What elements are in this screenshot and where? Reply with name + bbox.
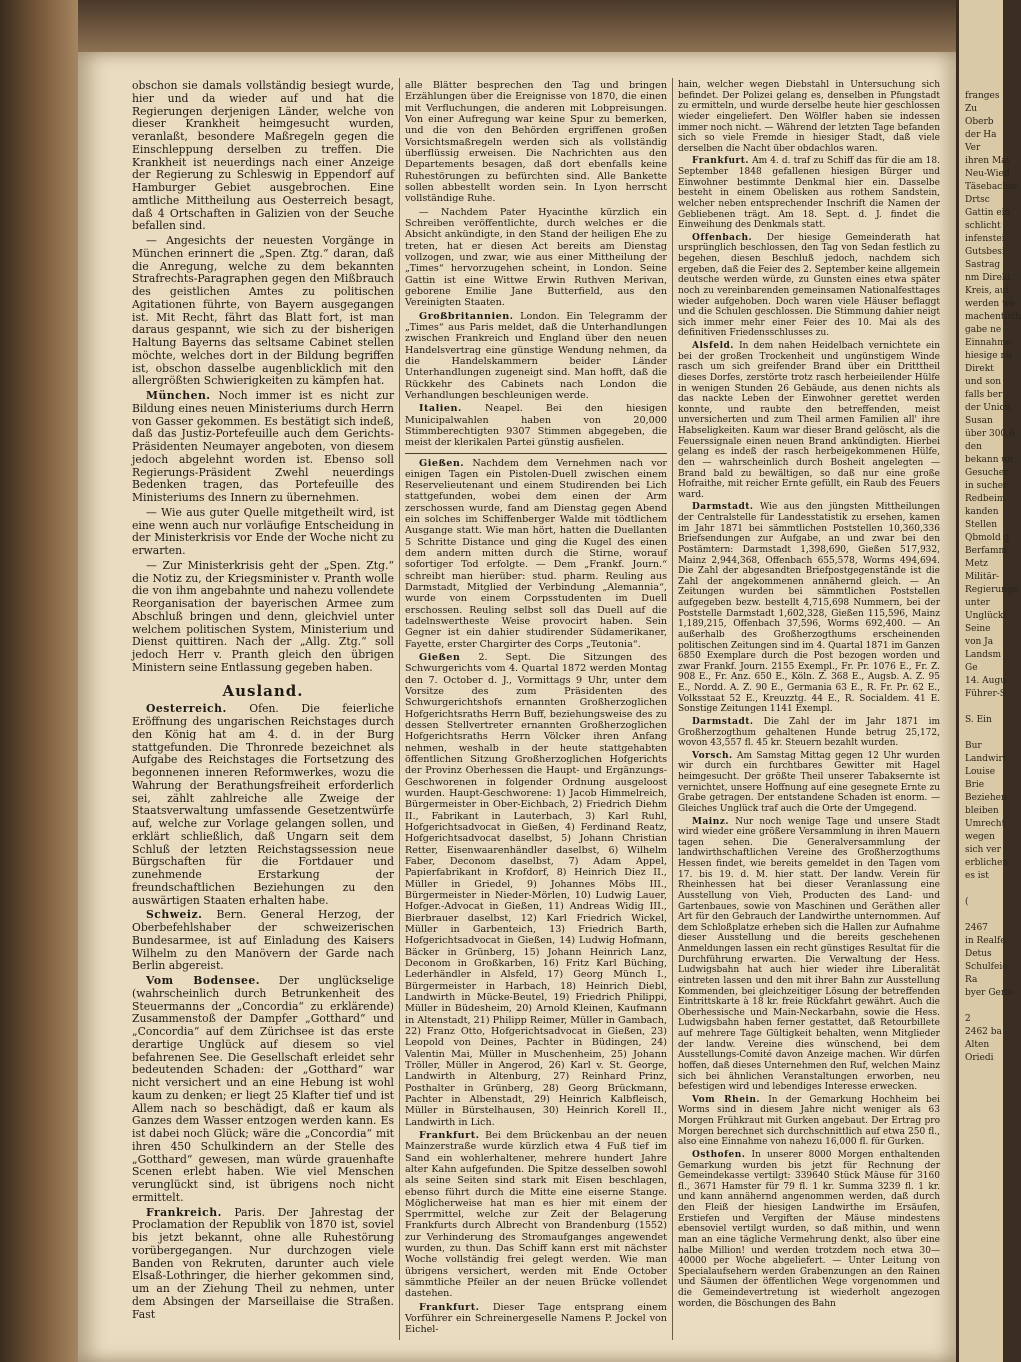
column-1 [132,80,394,1323]
dateline: Darmstadt. [692,716,754,727]
paragraph: Frankfurt. Bei dem Brückenbau an der neuen Mainzerstraße wurde kürzlich etwa 4 Fuß tief im Sand ein wohlerhaltener, mehrere hundert Jahre alter Kahn aufgefunden. Die Spitze desselben sowohl als seine Seiten sind stark mit Eisen beschlagen, ebenso führt durch die Mitte eine eiserne Stange. Möglicherweise hat man es hier mit einem der Sperrmittel, welche zur Zeit der Belagerung Frankfurts durch Albrecht von Brandenburg (1552) zur Verhinderung des Stromaufganges angewendet wurden, zu thun. Das Schiff kann erst mit nächster Woche vollständig frei gelegt werden. Wie man übrigens versichert, werden mit Ende October sämmtliche Pfeiler an der neuen Brücke vollendet dastehen. [405,1129,667,1300]
dateline: Vorsch. [692,750,733,761]
paragraph: Alsfeld. In dem nahen Heidelbach vernichtete ein bei der großen Trockenheit und ungünstigem Winde rasch um sich greifender Brand über ein Dritttheil dieses Dorfes, zerstörte trotz rasch herbeieilender Hülfe in wenigen Stunden 26 Gebäude, aus denen nichts als das nackte Leben der Einwohner gerettet werden konnte, und raubte den betreffenden, meist unversicherten und zum Theil armen Familien all' ihre Habseligkeiten. Kaum war dieser Brand gelöscht, als die Feuerssignale einen neuen Brand ankündigten. Hierbei gelang es indeß der rasch herbeigekommenen Hülfe, den — wahrscheinlich durch Bosheit angelegten — Brand bald zu bewältigen, so daß nur eine große Hofraithe, mit reicher Ernte gefüllt, ein Raub des Feuers ward. [678,341,940,500]
paragraph: Osthofen. In unserer 8000 Morgen enthaltenden Gemarkung wurden bis jetzt für Rechnung der Gemeindekasse vertilgt: 339640 Stück Mäuse für 3160 fl., 3671 Hamster für 79 fl. 1 kr. Summa 3239 fl. 1 kr. und kann annähernd angenommen werden, daß durch den Fleiß der hiesigen Landwirthe im Ersäufen, Erstiefen und Vergiften der Mäuse mindestens ebensoviel vertilgt wurden, so daß mithin, und wenn man an eine tägliche Vermehrung denkt, also über eine halbe Million! und werden trotzdem noch etwa 30—40000 per Woche abgeliefert. — Unter Leitung von Specialaufsehern werden Grabenzungen an den Rainen und Säumen der öffentlichen Wege vorgenommen und die Gemeindevertretung ist wiederholt angezogen worden, die Böschungen des Bahn [678,1149,940,1309]
paragraph: Gießen 2. Sept. Die Sitzungen des Schwurgerichts vom 4. Quartal 1872 werden Montag den 7. October d. J., Vormittags 9 Uhr, unter dem Vorsitze des zum Präsidenten des Schwurgerichtshofs ernannten Großherzoglichen Hofgerichtsraths Herrn Buff, beziehungsweise des zu dessen Stellvertreter ernannten Großherzoglichen Hofgerichtsraths Herrn Völcker ihren Anfang nehmen, weshalb in der heute stattgehabten öffentlichen Sitzung Großherzoglichen Hofgerichts der Provinz Oberhessen die Haupt- und Ergänzungs-Geschworenen in folgender Ordnung ausgeloost wurden. Haupt-Geschworene: 1) Jacob Himmelreich, Bürgermeister in Ober-Eichbach, 2) Friedrich Diehm II., Fabrikant in Lauterbach, 3) Karl Ruhl, Hofgerichtsadvocat in Gießen, 4) Ferdinand Reatz, Hofgerichtsadvocat daselbst, 5) Johann Christian Retter, Eisenwaarenhändler daselbst, 6) Wilhelm Faber, Deconom daselbst, 7) Adam Appel, Papierfabrikant in Krofdorf, 8) Heinrich Diez II., Müller in Griedel, 9) Johannes Möbs III., Bürgermeister in Nieder-Mörlen, 10) Ludwig Lauer, Hofger.-Advocat in Gießen, 11) Andreas Widig III., Bierbrauer daselbst, 12) Karl Friedrich Wickel, Müller in Garbenteich, 13) Friedrich Barth, Hofgerichtsadvocat in Gießen, 14) Ludwig Hofmann, Bäcker in Grünberg, 15) Johann Heinrich Lanz, Deconom in Großkarben, 16) Fritz Karl Büching, Lederhändler in Alsfeld, 17) Georg Münch I., Bürgermeister in Harbach, 18) Heinrich Diebl, Landwirth in Mücke-Beutel, 19) Friedrich Philippi, Müller in Büdesheim, 20) Arnold Kleinen, Kaufmann in Altenstadt, 21) Philipp Reimer, Müller in Gambach, 22) Franz Otto, Hofgerichtsadvocat in Gießen, 23) Leopold von Deines, Pachter in Büdingen, 24) Valentin Mai, Müller in Muschenheim, 25) Johann Tröller, Müller in Angerod, 26) Karl v. St. George, Landwirth in Altenburg, 27) Reinhard Prinz, Posthalter in Grünberg, 28) Georg Brückmann, Pachter in Albenstadt, 29) Heinrich Kalbfleisch, Müller in Bürstelhausen, 30) Heinrich Korell II., Landwirth in Lich. [405,652,667,1128]
paragraph: Vom Rhein. In der Gemarkung Hochheim bei Worms sind in diesem Jahre nicht weniger als 63 Morgen Frühkraut mit Gurken angebaut. Der Ertrag pro Morgen berechnet sich durchschnittlich auf etwa 250 fl., also eine Einnahme von nahezu 16,000 fl. für Gurken. [678,1094,940,1148]
adjacent-page-edge [956,0,1021,1362]
column-3 [678,80,940,1311]
paragraph: Frankfurt. Am 4. d. traf zu Schiff das für die am 18. September 1848 gefallenen hiesigen Bürger und Einwohner bestimmte Denkmal hier ein. Dasselbe besteht in einem Obelisken aus rothem Sandstein, welcher neben entsprechender Inschrift die Namen der Gebliebenen trägt. Am 18. Sept. d. J. findet die Einweihung des Denkmals statt. [678,156,940,231]
dateline: Frankfurt. [419,1129,480,1141]
paragraph: Oesterreich. Ofen. Die feierliche Eröffnung des ungarischen Reichstages durch den König hat am 4. d. in der Burg stattgefunden. Die Thronrede bezeichnet als Aufgabe des Reichstages die Fortsetzung des begonnenen inneren Reformwerkes, wozu die Wahrung der Berathungsfreiheit erforderlich sei, zählt zahlreiche alle Zweige der Staatsverwaltung umfassende Gesetzentwürfe auf, welche zur Vorlage gelangen sollen, und erklärt schließlich, daß Ungarn seit dem Schluß der letzten Reichstagssession neue Bürgschaften für die Fortdauer und zunehmende Erstarkung der freundschaftlichen Beziehungen zu den auswärtigen Staaten erhalten habe. [132,702,394,907]
page-top-edge [78,0,956,52]
paragraph: München. Noch immer ist es nicht zur Bildung eines neuen Ministeriums durch Herrn von Gasser gekommen. Es bestätigt sich indeß, daß das Justiz-Portefeuille auch dem Gerichts-Präsidenten Neumayer angeboten, von diesem jedoch abgelehnt worden ist. Ebenso soll Regierungs-Präsident Zwehl neuerdings Bedenken tragen, das Portefeuille des Ministeriums des Innern zu übernehmen. [132,389,394,504]
dateline: Großbritannien. [419,310,514,322]
paragraph: Darmstadt. Wie aus den jüngsten Mittheilungen der Centralstelle für Landesstatistik zu ersehen, kamen im Jahr 1871 bei sämmtlichen Poststellen 10,360,336 Briefsendungen zur Aufgabe, an und zwar bei den Postämtern: Darmstadt 1,398,690, Gießen 517,932, Mainz 2,944,368, Offenbach 655,578, Worms 494,694. Die Zahl der abgesandten Briefpostgegenstände ist die Zahl der angekommenen annähernd gleich. — An Zeitungen wurden bei sämmtlichen Poststellen aufgegeben bezw. bestellt 4,715,698 Nummern, bei der Poststelle Darmstadt 1,602,328, Gießen 115,596, Mainz 1,189,215, Offenbach 37,596, Worms 692,400. — An außerhalb des Großherzogthums erscheinenden politischen Zeitungen sind im 4. Quartal 1871 im Ganzen 6850 Exemplare durch die Post bezogen worden und zwar Frankf. Journ. 2155 Exempl., Fr. Pr. 1076 E., Fr. Z. 908 E., Fr. Anz. 650 E., Köln. Z. 368 E., Augsb. A. Z. 95 E., Nordd. A. Z. 90 E., Germania 63 E., R. Fr. Pr. 62 E., Volksstaat 52 E., Kreuzztg. 44 E., R. Socialdem. 41 E. Sonstige Zeitungen 1141 Exempl. [678,502,940,715]
paragraph: hain, welcher wegen Diebstahl in Untersuchung sich befindet. Der Polizei gelang es, denselben in Pfungstadt zu ermitteln, und wurde derselbe heute hier geschlossen wieder eingeliefert. Den Wölfler haben sie indessen immer noch nicht. — Während der letzten Tage befanden sich so viele Fremde in hiesiger Stadt, daß viele derselben die Nacht über obdachlos waren. [678,80,940,154]
dateline: Gießen. [419,457,465,469]
paragraph: — Angesichts der neuesten Vorgänge in München erinnert die „Spen. Ztg.“ daran, daß die Anregung, welche zu dem bekannten Strafrechts-Paragraphen gegen den Mißbrauch des geistlichen Amtes zu politischen Agitationen führte, von Bayern ausgegangen ist. Mit Recht, fährt das Blatt fort, ist man daraus gespannt, wie sich zu der bisherigen Haltung Bayerns das seltsame Cabinet stellen möchte, welches dort in der Bildung begriffen ist, obschon dasselbe augenblicklich mit den allergrößten Schwierigkeiten zu kämpfen hat. [132,234,394,388]
dateline: Darmstadt. [692,502,754,513]
paragraph: — Wie aus guter Quelle mitgetheilt wird, ist eine wenn auch nur vorläufige Entscheidung in der Ministerkrisis vor Ende der Woche nicht zu erwarten. [132,505,394,557]
dateline: Vom Rhein. [692,1094,761,1105]
dateline: Frankfurt. [419,1301,480,1313]
paragraph: Frankreich. Paris. Der Jahrestag der Proclamation der Republik von 1870 ist, soviel bis jetzt bekannt, ohne alle Ruhestörung vorübergegangen. Nur durchzogen viele Banden von Rekruten, darunter auch viele Elsaß-Lothringer, die hierher gekommen sind, um an der Ziehung Theil zu nehmen, unter dem Absingen der Marseillaise die Straßen. Fast [132,1205,394,1321]
paragraph: Offenbach. Der hiesige Gemeinderath hat ursprünglich beschlossen, den Tag von Sedan festlich zu begehen, diesen Beschluß jedoch, nachdem sich ergeben, daß die Feier des 2. September keine allgemein deutsche werden würde, zu Gunsten eines etwa später noch zu vereinbarenden gemeinsamen Nationalfesttages wieder aufgehoben. Doch waren viele Häuser beflaggt und die Schulen geschlossen. Die Stimmung dahier neigt sich immer mehr einer Feier des 10. Mai als des definitiven Friedensschlusses zu. [678,232,940,339]
paragraph: Gießen. Nachdem dem Vernehmen nach vor einigen Tagen ein Pistolen-Duell zwischen einem Reservelieutenant und einem Studirenden bei Lich stattgefunden, wobei dem einen der Arm zerschossen wurde, fand am Dienstag gegen Abend ein solches im Schiffenberger Walde mit tödtlichem Ausgange statt. Wie man hört, hatten die Duellanten 5 Schritte Distance und ging die Kugel des einen dem andern mitten durch die Stirne, worauf sofortiger Tod erfolgte. — Dem „Frankf. Journ.“ schreibt man hierüber: stud. pharm. Reuling aus Darmstadt, Mitglied der Verbindung „Alemannia“, wurde von einem Corpsstudenten im Duell erschossen. Reuling selbst soll das Duell auf die tadelnswertheste Weise provocirt haben. Sein Gegner ist ein dahier studirender Südamerikaner, Fayette, erster Chargirter des Corps „Teutonia“. [405,457,667,650]
dateline: Frankfurt. [692,156,750,167]
dateline: Alsfeld. [692,341,734,351]
paragraph: Italien. Neapel. Bei den hiesigen Municipalwahlen haben von 20,000 Stimmberechtigten 9307 Stimmen abgegeben, die meist der klerikalen Partei günstig ausfielen. [405,403,667,449]
paragraph: — Nachdem Pater Hyacinthe kürzlich ein Schreiben veröffentlichte, durch welches er die Absicht ankündigte, in den Stand der heiligen Ehe zu treten, hat er diesen Act bereits am Dienstag vollzogen, und zwar, wie aus einer Mittheilung der „Times“ hervorzugehen scheint, in London. Seine Gattin ist eine Wittwe Erwin Ruthven Merivan, geborene Emilie Jane Butterfield, aus den Vereinigten Staaten. [405,206,667,309]
paragraph: Frankfurt. Dieser Tage entsprang einem Vorführer ein Schreinergeselle Namens P. Jockel von Eichel- [405,1301,667,1336]
dateline: Oesterreich. [146,702,227,716]
dateline: Schweiz. [146,908,203,922]
dateline: Frankreich. [146,1205,222,1219]
paragraph: — Zur Ministerkrisis geht der „Spen. Ztg.“ die Notiz zu, der Kriegsminister v. Pranth wolle die von ihm angebahnte und nahezu vollendete Reorganisation der bayerischen Armee zum Abschluß bringen und denn, gleichviel unter welchem politischen System, Ministerium und Dienst quittiren. Nach der „Allg. Ztg.“ soll jedoch Herr v. Pranth gleich den übrigen Ministern seine Entlassung gegeben haben. [132,558,394,674]
paragraph: Darmstadt. Die Zahl der im Jahr 1871 im Großherzogthum gehaltenen Hunde betrug 25,172, wovon 43,557 fl. 45 kr. Steuern bezahlt wurden. [678,716,940,749]
dateline: München. [146,389,211,402]
paragraph: obschon sie damals vollständig besiegt wurde, hier und da wieder auf und hat die Regierungen derjenigen Länder, welche von dieser Krankheit heimgesucht wurden, veranlaßt, besondere Maßregeln gegen die Einschleppung derselben zu treffen. Die Krankheit ist neuerdings nach einer Anzeige der Regierung zu Schleswig in Eppendorf auf Hamburger Gebiet ausgebrochen. Eine amtliche Mittheilung aus Oesterreich besagt, daß 4 Ortschaften in Galizien von der Seuche befallen sind. [132,79,394,233]
dateline: Mainz. [692,816,730,827]
section-heading: Ausland. [222,681,304,700]
paragraph: Vorsch. Am Samstag Mittag gegen 12 Uhr wurden wir durch ein furchtbares Gewitter mit Hagel heimgesucht. Der größte Theil unserer Tabaksernte ist vernichtet, unsere Hoffnung auf eine gesegnete Ernte zu Grabe getragen. Der entstandene Schaden ist enorm. — Gleiches Unglück traf auch die Orte der Umgegend. [678,750,940,814]
dateline: Gießen [419,652,461,664]
section-divider [405,453,667,454]
column-rule-2 [672,78,673,1340]
paragraph: Mainz. Nur noch wenige Tage und unsere Stadt wird wieder eine größere Versammlung in ihren Mauern tagen sehen. Die Generalversammlung der landwirthschaftlichen Vereine des Großherzogthums Hessen findet, wie bereits gemeldet in den Tagen vom 17. bis 19. d. M. hier statt. Der landw. Verein für Rheinhessen hat bei dieser Veranlassung eine Ausstellung von Vieh, Producten des Land- und Gartenbaues, sowie von Maschinen und Geräthen aller Art für den Gebrauch der Landwirthe unternommen. Auf dem Schloßplatze erheben sich die Hallen zur Aufnahme dieser Ausstellung und die bereits geschehenen Anmeldungen lassen ein recht günstiges Resultat für die Durchführung erwarten. Die Verwaltung der Hess. Ludwigsbahn hat auch hier wieder ihre Liberalität eintreten lassen und den mit ihrer Bahn zur Ausstellung Kommenden, bei gleichzeitiger Lösung der betreffenden Eintrittskarte à 18 kr. freie Rückfahrt gewährt. Auch die Oberhessische und Main-Neckarbahn, sowie die Hess. Ludwigsbahn haben ferner gestattet, daß Retourbillete auf mehrere Tage Gültigkeit behalten, wenn Mitglieder der landw. Vereine dies wünschend, bei dem Ausstellungs-Comité davon Anzeige machen. Wir dürfen hoffen, daß dieses Unternehmen den Ruf, welchen Mainz sich bei ähnlichen Veranstaltungen erworben, neu befestigen wird und lebendiges Interesse erwecken. [678,816,940,1093]
dateline: Offenbach. [692,232,753,243]
paragraph: alle Blätter besprechen den Tag und bringen Erzählungen über die Ereignisse von 1870, die einen mit Verfluchungen, die anderen mit Lobpreisungen. Von einer Aufregung war keine Spur zu bemerken, und die von den Behörden ergriffenen großen Vorsichtsmaßregeln werden sich als vollständig überflüssig erweisen. Die Nachrichten aus den Departements besagen, daß dort ebenfalls keine Ruhestörungen zu befürchten sind. Alle Bankette sollen abbestellt worden sein. In Lyon herrscht vollständige Ruhe. [405,80,667,205]
paragraph: Vom Bodensee. Der unglückselige (wahrscheinlich durch Betrunkenheit des Steuermanns der „Concordia“ zu erklärende) Zusammenstoß der Dampfer „Gotthard“ und „Concordia“ auf dem Zürichsee ist das erste derartige Unglück auf diesem so viel befahrenen See. Die Gesellschaft erleidet sehr bedeutenden Schaden: der „Gotthard“ war nicht versichert und an eine Hebung ist wohl kaum zu denken; er liegt 25 Klafter tief und ist Allem nach so beschädigt, daß er kaum als Ganzes dem Wasser entzogen werden kann. Es ist dabei noch Glück; wäre die „Concordia“ mit ihren 450 Schulkindern an der Stelle des „Gotthard“ gewesen, man würde grauenhafte Scenen erlebt haben. Wie viel Menschen verunglückt sind, ist übrigens noch nicht ermittelt. [132,974,394,1204]
dateline: Vom Bodensee. [146,974,260,987]
column-2 [405,80,667,1338]
book-spine [0,0,78,1362]
paragraph: Schweiz. Bern. General Herzog, der Oberbefehlshaber der schweizerischen Bundesarmee, ist auf Einladung des Kaisers Wilhelm zu den Manövern der Garde nach Berlin abgereist. [132,908,394,973]
paragraph: Großbritannien. London. Ein Telegramm der „Times“ aus Paris meldet, daß die Unterhandlungen zwischen Frankreich und England über den neuen Handelsvertrag eine günstige Wendung nehmen, da die Handelskammern beider Länder Unterhandlungen zugeneigt sind. Man hofft, daß die Rückkehr des Cabinets nach London die Verhandlungen beschleunigen werde. [405,310,667,401]
dateline: Osthofen. [692,1149,746,1160]
adjacent-page-text: franges Zu Oberb der Ha Ver ihren Mai Neu-Wied Täsebachor Drtsc Gattin ein schlicht infenstei Gutsbesi Sastrag nm Direkt Kreis, auf werden we machentlich gabe ne Einnahme hiesige nu Direkt und son falls ber der Union Susan über 300,0 den bekann un Gesucher in sucher Redbeim kanden Stellen Qbmold g Berfamm Metz Militär- Regierungs unter Unglückl Seine von Ja Landsm Ge 14. Augu Führer-S S. Ein Bur Landwirt Louise Brie Beziehen bleiben Umrecht wegen sich ver erblichen es ist ( 2467 in Realfe Detus Schulfeie Ra byer Gerie 2 2462 ba Alten Oriedi [965,91,1021,1063]
dateline: Italien. [419,403,462,415]
column-rule-1 [399,78,400,1340]
